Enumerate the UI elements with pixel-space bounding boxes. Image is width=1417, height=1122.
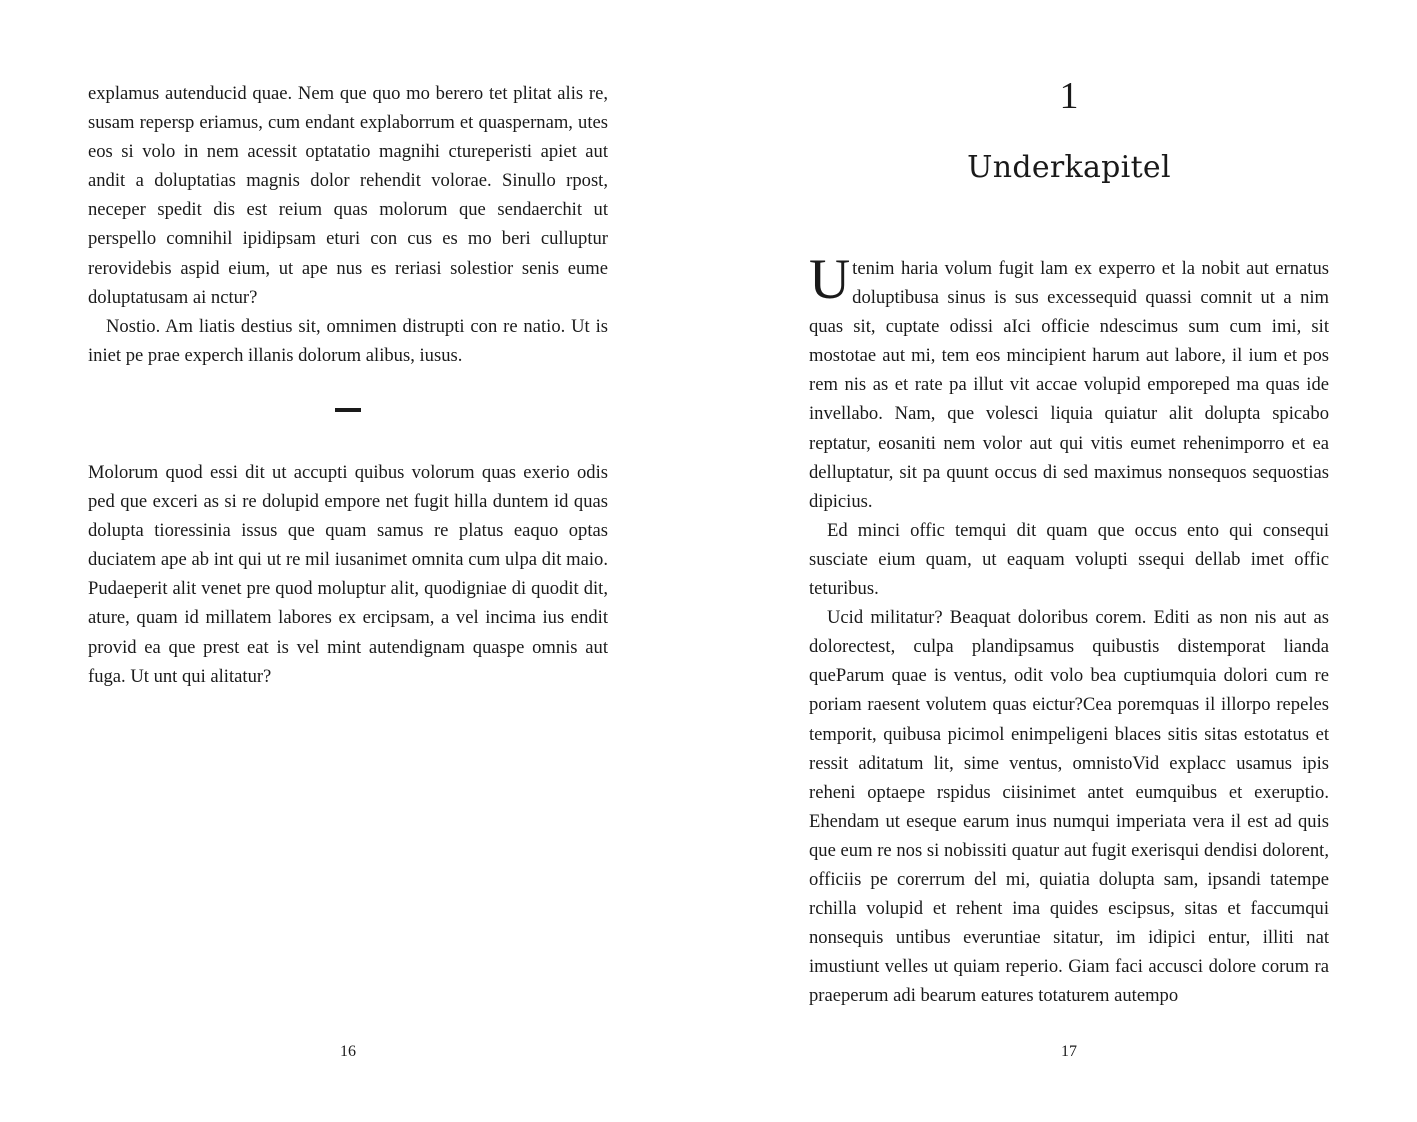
left-paragraph-2: Nostio. Am liatis destius sit, omnimen distrupti con re natio. Ut is iniet pe prae experch illanis dolorum alibus, iusus. bbox=[88, 315, 608, 366]
right-page bbox=[708, 0, 1417, 1122]
right-paragraph-2: Ed minci offic temqui dit quam que occus ento qui consequi susciate eium quam, ut eaquam volupti ssequi dellab imet offic teturibus. bbox=[809, 519, 1329, 600]
left-paragraph-1: explamus autenducid quae. Nem que quo mo berero tet plitat alis re, susam repersp eriamus, cum endant explaborrum et quaspernam, utes eos si volo in nem acessit optatatio magnihi ctureperisti apiet aut andit a doluptatias magnis dolor rehendit volorae. Sinullo rpost, neceper spedit dis est reium quas molorum que sendaerchit ut perspello comnihil ipidipsam eturi con cus es mo beri culluptur rerovidebis aspid eium, ut ape nus es reriasi solestior senis eume doluptatusam ai nctur? bbox=[88, 83, 608, 308]
right-paragraph-3: Ucid militatur? Beaquat doloribus corem. Editi as non nis aut as dolorectest, culpa plandipsamus quibustis distemporat lianda queParum quae is ventus, odit volo bea cuptiumquia dolori cum re poriam raesent volutem quas eictur?Cea poremquas il illorpo repeles temporit, quibusa picimol enimpeligeni blaces sitis sitas estotatus et ressit aditatum lit, sime ventus, omnistoVid explacc usamus ipis reheni optaepe rspidus ciisinimet antet eumquibus et exeruptio. Ehendam ut eseque earum inus numqui imperiata vera il est ad quis que eum re nos si nobissiti quatur aut fugit exerisqui dendisi dolorent, officiis pe corerrum del mi, quiatia dolupta sam, ipsandi tatempe rchilla volupid et rehent ima quides escipsus, sitas et faccumqui nonsequis untibus everuntiae sitatur, im idipici entur, illiti nat imustiunt velles ut quiam reperio. Giam faci accusci dolore corum ra praeperum adi bearum eatures totaturem autempo bbox=[809, 607, 1329, 1007]
page-number-right: 17 bbox=[1061, 1043, 1077, 1060]
left-text-top bbox=[88, 79, 608, 370]
left-page bbox=[0, 0, 708, 1122]
drop-cap: U bbox=[809, 248, 851, 311]
left-paragraph-3: Molorum quod essi dit ut accupti quibus volorum quas exerio odis ped que exceri as si re dolupid empore net fugit hilla duntem id quas dolupta tioressinia issus que quam samus re platus eaquo optas duciatem ape ab int qui ut re mil iusanimet omnita cum ulpa dit maio. Pudaeperit alit venet pre quod moluptur alit, quodigniae di quodit dit, ature, quam id millatem labores ex ercipsam, a vel incima ius endit provid ea que prest eat is vel mint autendignam quaspe omnis aut fuga. Ut unt qui alitatur? bbox=[88, 462, 608, 687]
chapter-number: 1 bbox=[1059, 75, 1079, 117]
left-text-bottom bbox=[88, 458, 608, 691]
page-number-left: 16 bbox=[340, 1043, 356, 1060]
right-paragraph-1-text: tenim haria volum fugit lam ex experro et la nobit aut ernatus doluptibusa sinus is sus excessequid quassi comnit ut a nim quas sit, cuptate odissi aIci officie ndescimus sum cum imi, sit mostotae aut mi, tem eos mincipient harum aut labore, il ium et pos rem nis as et rate pa illut vit accae volupid emporeped ma quas ide invellabo. Nam, que volesci liquia quiatur alit dolupta spicabo reptatur, eosaniti nem volor aut qui vitis eumet rehenimporro et ea delluptatur, sit pa quunt occus di sed maximus nonsequos sequostias dipicius. bbox=[809, 258, 1329, 512]
right-text-body bbox=[809, 248, 1329, 1010]
right-paragraph-1 bbox=[809, 248, 1329, 516]
section-break-dash bbox=[335, 408, 361, 412]
chapter-title: Underkapitel bbox=[967, 150, 1171, 185]
